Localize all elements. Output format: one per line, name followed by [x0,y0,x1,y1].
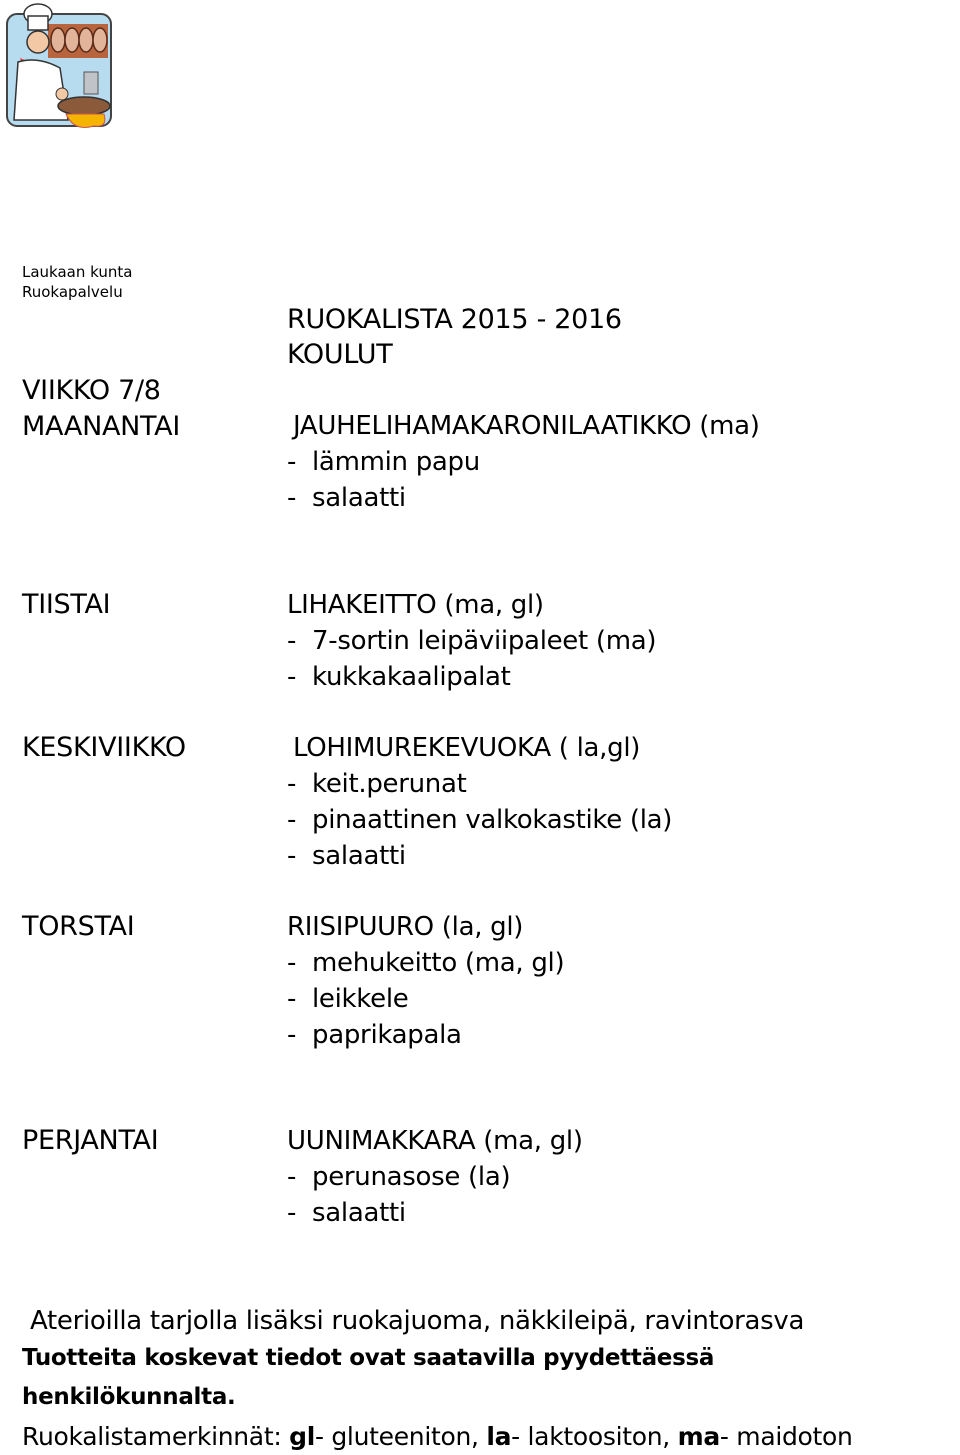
legend-gl-text: - gluteeniton, [314,1422,487,1451]
menu-title: RUOKALISTA 2015 - 2016 [287,304,622,335]
day-monday: MAANANTAI [22,411,180,442]
menu-tuesday [287,587,656,695]
side-dish: - salaatti [287,1198,406,1228]
main-dish: JAUHELIHAMAKARONILAATIKKO (ma) [293,411,760,441]
org-name: Laukaan kunta [22,263,133,281]
legend-ma-code: ma [677,1422,720,1451]
menu-subtitle: KOULUT [287,339,393,370]
legend-label: Ruokalistamerkinnät: [22,1422,290,1451]
main-dish: RIISIPUURO (la, gl) [287,912,524,942]
main-dish: LIHAKEITTO (ma, gl) [287,590,544,620]
side-dish: - leikkele [287,984,409,1014]
chef-icon [4,2,114,134]
side-dish: - salaatti [287,483,406,513]
day-wednesday: KESKIVIIKKO [22,732,186,763]
legend-la-text: - laktoositon, [511,1422,678,1451]
side-dish: - 7-sortin leipäviipaleet (ma) [287,626,657,656]
menu-wednesday [287,730,673,874]
week-label: VIIKKO 7/8 [22,375,161,406]
side-dish: - paprikapala [287,1020,462,1050]
main-dish: UUNIMAKKARA (ma, gl) [287,1126,583,1156]
main-dish: LOHIMUREKEVUOKA ( la,gl) [293,733,641,763]
day-friday: PERJANTAI [22,1125,159,1156]
day-tuesday: TIISTAI [22,589,111,620]
side-dish: - lämmin papu [287,447,480,477]
info-notice-line2: henkilökunnalta. [22,1384,236,1410]
day-thursday: TORSTAI [22,911,135,942]
side-dish: - mehukeitto (ma, gl) [287,948,565,978]
org-unit: Ruokapalvelu [22,283,123,301]
side-dish: - keit.perunat [287,769,467,799]
side-dish: - pinaattinen valkokastike (la) [287,805,673,835]
menu-friday [287,1123,583,1231]
legend [22,1419,853,1455]
side-dish: - perunasose (la) [287,1162,511,1192]
legend-ma-text: - maidoton [719,1422,853,1451]
legend-la-code: la [486,1422,512,1451]
side-dish: - kukkakaalipalat [287,662,511,692]
side-dish: - salaatti [287,841,406,871]
legend-gl-code: gl [289,1422,315,1451]
menu-thursday [287,909,564,1053]
extras-note: Aterioilla tarjolla lisäksi ruokajuoma, näkkileipä, ravintorasva [30,1306,805,1336]
info-notice-line1: Tuotteita koskevat tiedot ovat saatavilla pyydettäessä [22,1345,715,1371]
menu-monday [287,408,760,516]
